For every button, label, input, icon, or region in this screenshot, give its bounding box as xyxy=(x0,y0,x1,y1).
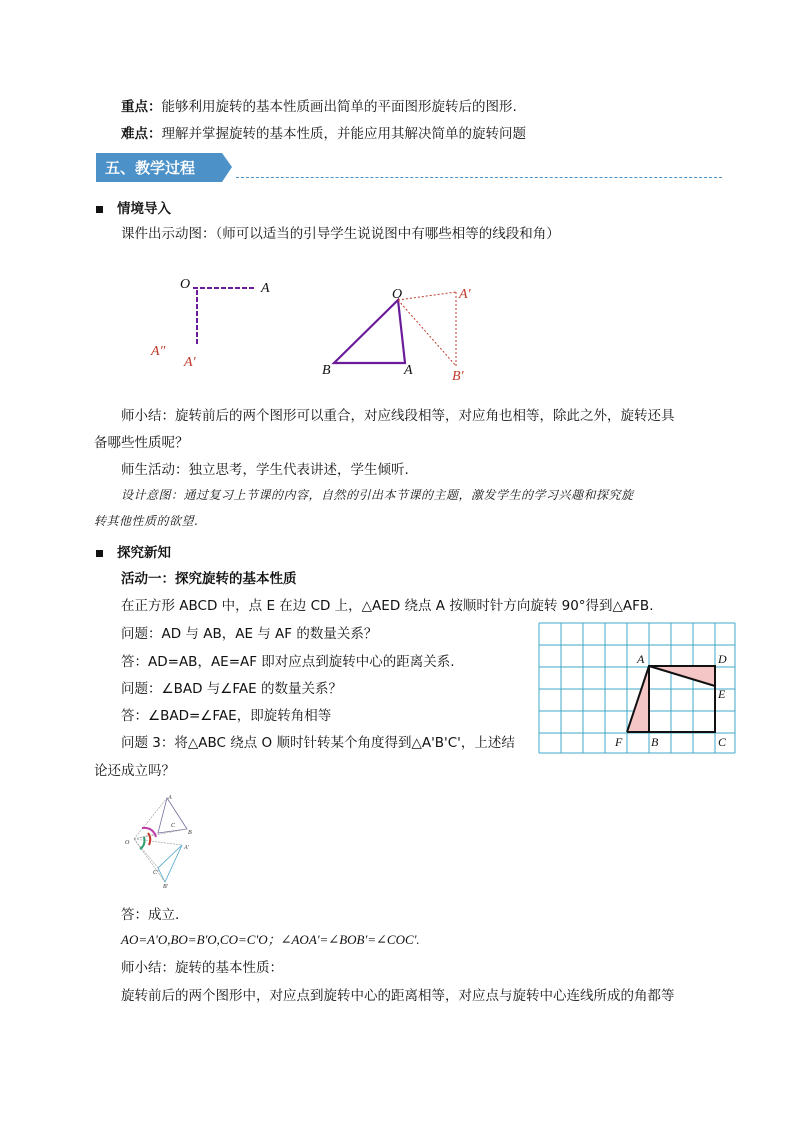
fig3-label-B: B xyxy=(188,830,192,836)
summary2-label: 师小结：旋转的基本性质： xyxy=(121,960,283,976)
question-3-line2: 论还成立吗？ xyxy=(94,763,175,779)
fig2-label-O: O xyxy=(392,287,403,302)
difficult-point-text: 理解并掌握旋转的基本性质，并能应用其解决简单的旋转问题 xyxy=(161,126,526,142)
activity-one-title: 活动一：探究旋转的基本性质 xyxy=(121,571,297,587)
explore-paragraph: 在正方形 ABCD 中，点 E 在边 CD 上，△AED 绕点 A 按顺时针方向旋转 90°得到△AFB. xyxy=(121,598,654,614)
fig1-label-A-prime: A′ xyxy=(184,355,196,370)
situation-heading: 情境导入 xyxy=(117,201,171,217)
answer-1: 答：AD=AB，AE=AF 即对应点到旋转中心的距离关系. xyxy=(121,654,455,670)
rotation-figure-abc xyxy=(120,790,200,890)
fig3-label-C: C xyxy=(171,823,176,829)
summary1-line2: 备哪些性质呢？ xyxy=(94,435,189,451)
answer-3: 答：成立. xyxy=(121,907,180,923)
rotation-figure-triangle xyxy=(315,280,485,385)
grid-label-D: D xyxy=(718,652,727,666)
bullet-square-icon xyxy=(96,206,103,213)
summary2-text: 旋转前后的两个图形中，对应点到旋转中心的距离相等，对应点与旋转中心连线所成的角都等 xyxy=(121,988,675,1004)
explore-heading-row xyxy=(96,541,171,561)
section-dashed-divider xyxy=(236,177,722,178)
fig3-label-B-prime: B' xyxy=(163,884,168,890)
grid-label-C: C xyxy=(718,735,727,749)
design-intent-line1: 设计意图：通过复习上节课的内容，自然的引出本节课的主题，激发学生的学习兴趣和探究旋 xyxy=(121,488,634,502)
answer-2: 答：∠BAD=∠FAE，即旋转角相等 xyxy=(121,708,332,724)
fig3-label-O: O xyxy=(125,840,130,846)
key-point-line xyxy=(121,95,517,115)
section-title: 五、教学过程 xyxy=(105,159,196,177)
fig1-label-A-double-prime: A″ xyxy=(151,344,166,359)
bullet-square-icon xyxy=(96,550,103,557)
teacher-student-activity: 师生活动：独立思考，学生代表讲述，学生倾听. xyxy=(121,462,409,478)
grid-label-E: E xyxy=(718,687,726,701)
difficult-point-line xyxy=(121,122,526,142)
fig2-label-A-prime: A′ xyxy=(459,287,471,302)
question-2: 问题：∠BAD 与∠FAE 的数量关系？ xyxy=(121,681,342,697)
fig1-label-A: A xyxy=(261,281,270,296)
fig3-label-A: A xyxy=(168,795,172,801)
rotation-figure-segment xyxy=(145,268,285,378)
summary1-line1: 师小结：旋转前后的两个图形可以重合，对应线段相等，对应角也相等，除此之外，旋转还具 xyxy=(121,408,675,424)
explore-heading: 探究新知 xyxy=(117,545,171,561)
difficult-point-label: 难点： xyxy=(121,126,162,142)
fig2-label-B-prime: B′ xyxy=(452,369,464,384)
question-1: 问题：AD 与 AB，AE 与 AF 的数量关系？ xyxy=(121,626,378,642)
fig3-label-A-prime: A' xyxy=(184,845,189,851)
fig3-label-C-prime: C' xyxy=(153,870,159,876)
fig2-label-B: B xyxy=(322,363,331,378)
question-3-line1: 问题 3：将△ABC 绕点 O 顺时针转某个角度得到△A'B'C'，上述结 xyxy=(121,735,515,751)
situation-heading-row xyxy=(96,197,171,217)
key-point-label: 重点： xyxy=(121,99,162,115)
square-grid-figure xyxy=(538,622,736,754)
grid-label-B: B xyxy=(651,735,659,749)
design-intent-line2: 转其他性质的欲望. xyxy=(94,514,199,528)
fig2-label-A: A xyxy=(404,363,413,378)
key-point-text: 能够利用旋转的基本性质画出简单的平面图形旋转后的图形. xyxy=(161,99,517,115)
fig1-label-O: O xyxy=(180,277,191,292)
grid-label-A: A xyxy=(637,652,645,666)
equality-line: AO=A'O,BO=B'O,CO=C'O；∠AOA'=∠BOB'=∠COC'. xyxy=(121,932,420,947)
situation-line1: 课件出示动图：（师可以适当的引导学生说说图中有哪些相等的线段和角） xyxy=(121,226,560,242)
grid-label-F: F xyxy=(615,735,623,749)
